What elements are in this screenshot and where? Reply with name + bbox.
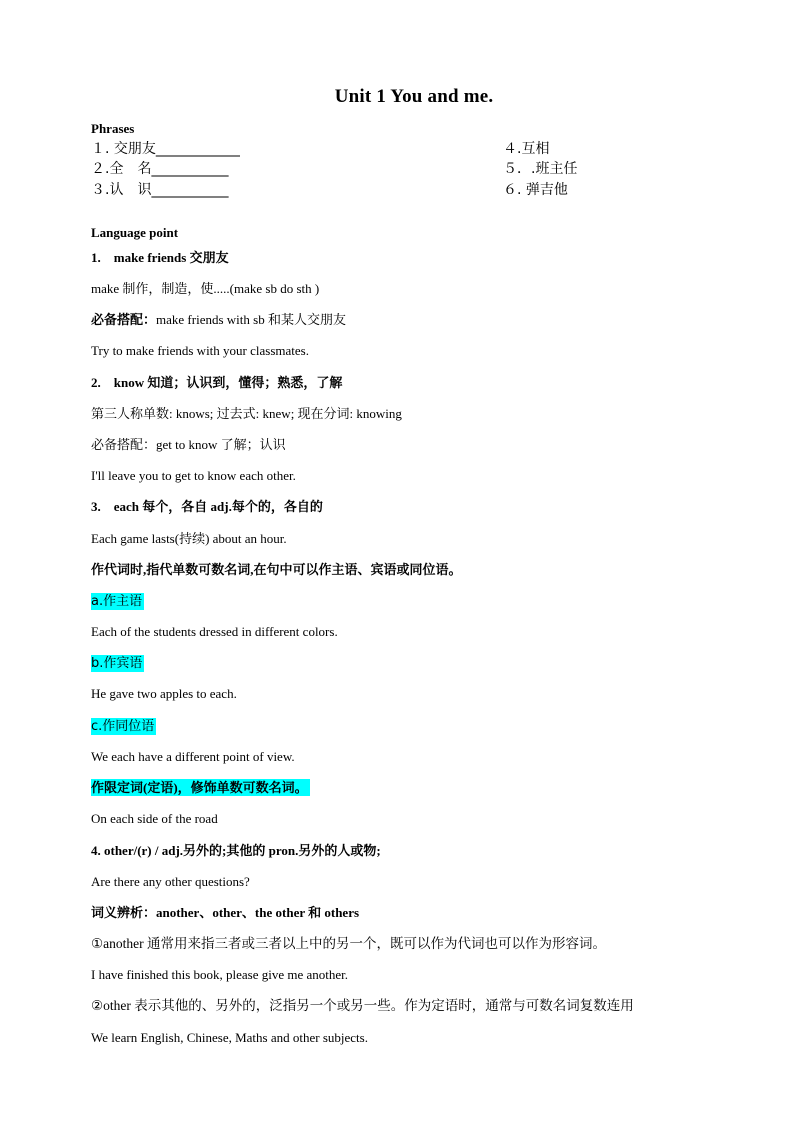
- collocation-line: 必备搭配：get to know 了解；认识: [91, 437, 286, 452]
- phrase-item: ５．.班主任: [503, 161, 578, 177]
- example-sentence: He gave two apples to each.: [91, 686, 237, 701]
- example-sentence: Each of the students dressed in different colors.: [91, 624, 338, 639]
- usage-explanation: ①another 通常用来指三者或三者以上中的另一个，既可以作为代词也可以作为形容词。: [91, 936, 606, 951]
- usage-label: [91, 592, 144, 611]
- phrase-item: ６. 弹吉他: [503, 182, 568, 198]
- usage-label: [91, 717, 156, 736]
- language-point-heading: Language point: [91, 225, 179, 240]
- highlighted-label: c.作同位语: [91, 719, 155, 734]
- usage-label: [91, 779, 310, 797]
- definition-line: 第三人称单数: knows; 过去式: knew; 现在分词: knowing: [91, 406, 402, 421]
- example-sentence: Try to make friends with your classmates.: [91, 343, 309, 358]
- page-title: Unit 1 You and me.: [334, 86, 494, 107]
- phrase-item: ３.认 识___________: [91, 182, 229, 198]
- point-heading: 4. other/(r) / adj.另外的;其他的 pron.另外的人或物;: [91, 843, 381, 858]
- phrase-item: ２.全 名___________: [91, 161, 229, 177]
- usage-note: 作代词时,指代单数可数名词,在句中可以作主语、宾语或同位语。: [91, 562, 462, 577]
- phrase-item: ４.互相: [503, 141, 550, 157]
- point-heading: 2. know 知道；认识到，懂得；熟悉，了解: [91, 375, 343, 390]
- usage-explanation: ②other 表示其他的、另外的，泛指另一个或另一些。作为定语时，通常与可数名词复数连用: [91, 998, 634, 1013]
- collocation-text: make friends with sb 和某人交朋友: [156, 312, 346, 327]
- example-sentence: We learn English, Chinese, Maths and other subjects.: [91, 1030, 368, 1045]
- example-sentence: Are there any other questions?: [91, 874, 250, 889]
- example-sentence: I'll leave you to get to know each other.: [91, 468, 296, 483]
- example-sentence: On each side of the road: [91, 811, 218, 826]
- definition-line: make 制作，制造，使.....(make sb do sth ): [91, 281, 320, 296]
- highlighted-label: 作限定词(定语)，修饰单数可数名词。: [91, 780, 308, 795]
- example-sentence: We each have a different point of view.: [91, 749, 295, 764]
- usage-label: [91, 654, 144, 673]
- highlighted-label: b.作宾语: [91, 656, 143, 671]
- usage-note: 词义辨析：another、other、the other 和 others: [91, 905, 360, 920]
- point-heading: 3. each 每个，各自 adj.每个的，各自的: [91, 499, 323, 514]
- example-sentence: I have finished this book, please give me another.: [91, 967, 349, 982]
- example-sentence: Each game lasts(持续) about an hour.: [91, 531, 287, 546]
- highlighted-label: a.作主语: [91, 594, 143, 609]
- phrase-item: １. 交朋友____________: [91, 141, 240, 157]
- phrases-heading: Phrases: [91, 121, 135, 136]
- collocation-line: 必备搭配：make friends with sb 和某人交朋友: [91, 312, 346, 327]
- point-heading: 1. make friends 交朋友: [91, 250, 229, 265]
